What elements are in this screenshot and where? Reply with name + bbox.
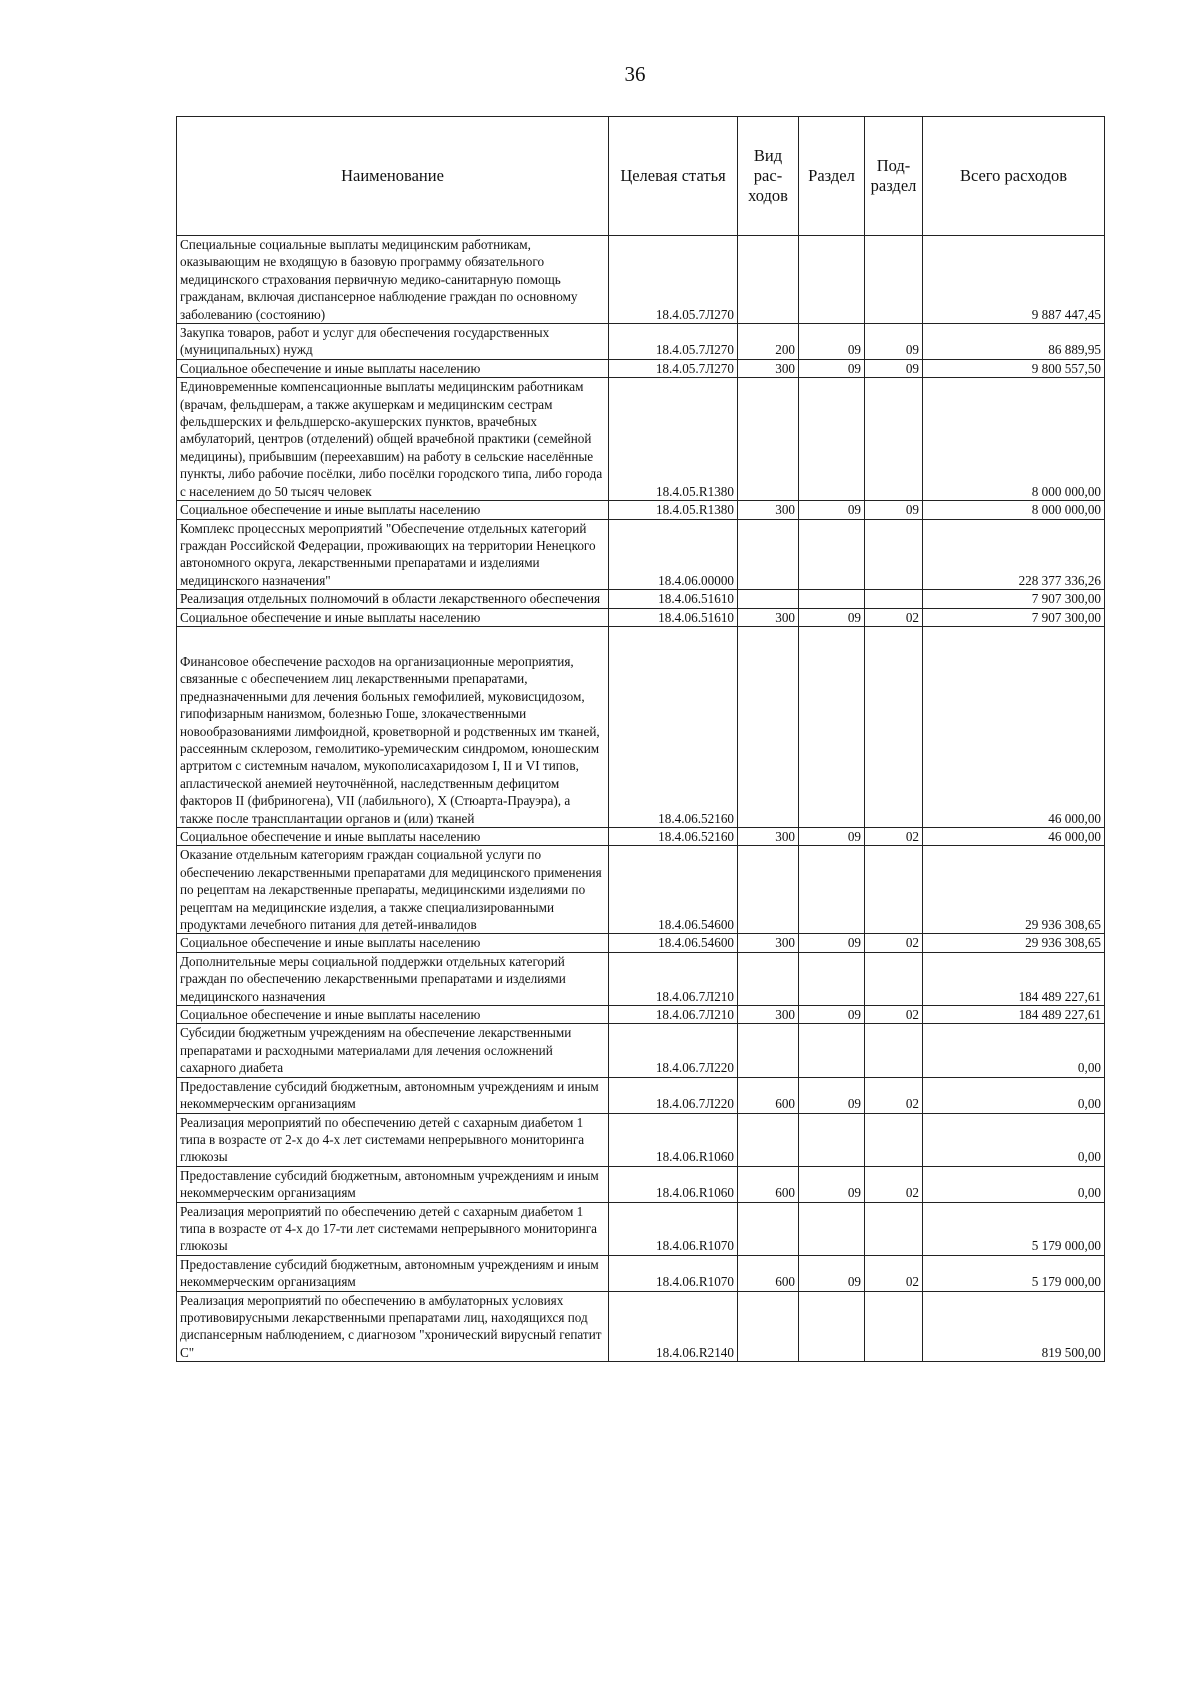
row-total: 46 000,00 xyxy=(923,828,1105,846)
row-expense-type xyxy=(738,378,799,501)
header-name: Наименование xyxy=(177,117,609,236)
row-target: 18.4.06.R1060 xyxy=(609,1166,738,1202)
row-name: Предоставление субсидий бюджетным, автономным учреждениям и иным некоммерческим организациям xyxy=(177,1077,609,1113)
table-row xyxy=(177,1166,1105,1202)
table-row xyxy=(177,236,1105,324)
table-row xyxy=(177,1291,1105,1362)
row-total: 9 887 447,45 xyxy=(923,236,1105,324)
row-target: 18.4.06.7Л220 xyxy=(609,1024,738,1077)
table-row xyxy=(177,1113,1105,1166)
row-name: Социальное обеспечение и иные выплаты населению xyxy=(177,608,609,626)
row-expense-type: 200 xyxy=(738,324,799,360)
row-target: 18.4.06.7Л220 xyxy=(609,1077,738,1113)
row-subsection: 02 xyxy=(865,1006,923,1024)
row-subsection xyxy=(865,236,923,324)
row-expense-type xyxy=(738,1202,799,1255)
row-subsection xyxy=(865,1291,923,1362)
row-expense-type xyxy=(738,1024,799,1077)
row-expense-type: 300 xyxy=(738,359,799,377)
row-target: 18.4.05.7Л270 xyxy=(609,359,738,377)
row-target: 18.4.06.51610 xyxy=(609,608,738,626)
row-name: Предоставление субсидий бюджетным, автономным учреждениям и иным некоммерческим организациям xyxy=(177,1255,609,1291)
table-row xyxy=(177,934,1105,952)
table-row xyxy=(177,359,1105,377)
row-total: 5 179 000,00 xyxy=(923,1202,1105,1255)
row-target: 18.4.06.R1070 xyxy=(609,1202,738,1255)
row-total: 184 489 227,61 xyxy=(923,1006,1105,1024)
row-section: 09 xyxy=(799,1077,865,1113)
row-expense-type xyxy=(738,1113,799,1166)
row-total: 819 500,00 xyxy=(923,1291,1105,1362)
table-row xyxy=(177,1077,1105,1113)
row-total: 5 179 000,00 xyxy=(923,1255,1105,1291)
row-subsection xyxy=(865,846,923,934)
row-expense-type xyxy=(738,590,799,608)
row-name: Единовременные компенсационные выплаты медицинским работникам (врачам, фельдшерам, а также акушеркам и медицинским сестрам фельдшерских и фельдшерско-акушерских пунктов, врачебных амбулаторий, центров (отделений) общей врачебной практики (семейной медицины), прибывшим (переехавшим) на работу в сельские населённые пункты, либо рабочие посёлки, либо посёлки городского типа, либо города с населением до 50 тысяч человек xyxy=(177,378,609,501)
row-section xyxy=(799,378,865,501)
table-row xyxy=(177,501,1105,519)
table-row xyxy=(177,1202,1105,1255)
row-target: 18.4.06.R1070 xyxy=(609,1255,738,1291)
row-expense-type xyxy=(738,846,799,934)
row-total: 228 377 336,26 xyxy=(923,519,1105,590)
row-subsection xyxy=(865,590,923,608)
row-expense-type: 300 xyxy=(738,608,799,626)
row-target: 18.4.05.7Л270 xyxy=(609,324,738,360)
table-header-row xyxy=(177,117,1105,236)
row-section: 09 xyxy=(799,608,865,626)
row-name: Социальное обеспечение и иные выплаты населению xyxy=(177,828,609,846)
row-total: 46 000,00 xyxy=(923,626,1105,827)
row-target: 18.4.06.54600 xyxy=(609,934,738,952)
row-name: Оказание отдельным категориям граждан социальной услуги по обеспечению лекарственными препаратами для медицинского применения по рецептам на лекарственные препараты, медицинскими изделиями по рецептам на медицинские изделия, а также специализированными продуктами лечебного питания для детей-инвалидов xyxy=(177,846,609,934)
row-total: 86 889,95 xyxy=(923,324,1105,360)
table-row xyxy=(177,1024,1105,1077)
row-expense-type: 600 xyxy=(738,1166,799,1202)
table-row xyxy=(177,846,1105,934)
table-row xyxy=(177,626,1105,827)
header-subsection: Под-раздел xyxy=(865,117,923,236)
row-section xyxy=(799,519,865,590)
row-expense-type: 600 xyxy=(738,1077,799,1113)
row-expense-type: 600 xyxy=(738,1255,799,1291)
row-total: 7 907 300,00 xyxy=(923,590,1105,608)
table-row xyxy=(177,324,1105,360)
table-row xyxy=(177,519,1105,590)
row-expense-type xyxy=(738,626,799,827)
row-subsection xyxy=(865,1202,923,1255)
row-subsection xyxy=(865,1024,923,1077)
row-name: Финансовое обеспечение расходов на организационные мероприятия, связанные с обеспечением лиц лекарственными препаратами, предназначенными для лечения больных гемофилией, муковисцидозом, гипофизарным нанизмом, болезнью Гоше, злокачественными новообразованиями лимфоидной, кроветворной и родственных им тканей, рассеянным склерозом, гемолитико-уремическим синдромом, юношеским артритом с системным началом, мукополисахаридозом I, II и VI типов, апластической анемией неуточнённой, наследственным дефицитом факторов II (фибриногена), VII (лабильного), X (Стюарта-Прауэра), а также после трансплантации органов и (или) тканей xyxy=(177,626,609,827)
row-section xyxy=(799,626,865,827)
header-total: Всего расходов xyxy=(923,117,1105,236)
row-total: 7 907 300,00 xyxy=(923,608,1105,626)
row-name: Реализация мероприятий по обеспечению детей с сахарным диабетом 1 типа в возрасте от 4-х до 17-ти лет системами непрерывного мониторинга глюкозы xyxy=(177,1202,609,1255)
header-expense-type: Вид рас-ходов xyxy=(738,117,799,236)
row-total: 0,00 xyxy=(923,1166,1105,1202)
row-target: 18.4.06.52160 xyxy=(609,626,738,827)
table-row xyxy=(177,378,1105,501)
row-target: 18.4.06.00000 xyxy=(609,519,738,590)
row-subsection xyxy=(865,378,923,501)
header-target: Целевая статья xyxy=(609,117,738,236)
row-subsection: 02 xyxy=(865,608,923,626)
row-subsection xyxy=(865,952,923,1005)
row-section xyxy=(799,1291,865,1362)
row-target: 18.4.06.7Л210 xyxy=(609,952,738,1005)
row-subsection: 02 xyxy=(865,828,923,846)
row-target: 18.4.06.51610 xyxy=(609,590,738,608)
row-section: 09 xyxy=(799,359,865,377)
row-section: 09 xyxy=(799,324,865,360)
table-row xyxy=(177,952,1105,1005)
row-target: 18.4.05.R1380 xyxy=(609,501,738,519)
row-section: 09 xyxy=(799,501,865,519)
row-total: 184 489 227,61 xyxy=(923,952,1105,1005)
row-name: Дополнительные меры социальной поддержки отдельных категорий граждан по обеспечению лекарственными препаратами и изделиями медицинского назначения xyxy=(177,952,609,1005)
row-target: 18.4.05.7Л270 xyxy=(609,236,738,324)
row-subsection: 09 xyxy=(865,501,923,519)
table-row xyxy=(177,590,1105,608)
row-subsection: 02 xyxy=(865,1077,923,1113)
row-total: 0,00 xyxy=(923,1077,1105,1113)
table-row xyxy=(177,1255,1105,1291)
row-name: Социальное обеспечение и иные выплаты населению xyxy=(177,1006,609,1024)
row-section xyxy=(799,1202,865,1255)
row-expense-type: 300 xyxy=(738,934,799,952)
table-row xyxy=(177,1006,1105,1024)
row-expense-type: 300 xyxy=(738,1006,799,1024)
page-number: 36 xyxy=(624,62,646,86)
row-subsection: 02 xyxy=(865,934,923,952)
row-name: Специальные социальные выплаты медицинским работникам, оказывающим не входящую в базовую программу обязательного медицинского страхования первичную медико-санитарную помощь гражданам, включая диспансерное наблюдение граждан по основному заболеванию (состоянию) xyxy=(177,236,609,324)
row-target: 18.4.06.52160 xyxy=(609,828,738,846)
row-name: Социальное обеспечение и иные выплаты населению xyxy=(177,359,609,377)
row-section xyxy=(799,1024,865,1077)
row-section xyxy=(799,846,865,934)
row-section: 09 xyxy=(799,1255,865,1291)
row-total: 8 000 000,00 xyxy=(923,378,1105,501)
row-subsection: 09 xyxy=(865,324,923,360)
row-target: 18.4.06.54600 xyxy=(609,846,738,934)
row-name: Реализация мероприятий по обеспечению в амбулаторных условиях противовирусными лекарственными препаратами лиц, находящихся под диспансерным наблюдением, с диагнозом "хронический вирусный гепатит С" xyxy=(177,1291,609,1362)
row-name: Реализация отдельных полномочий в области лекарственного обеспечения xyxy=(177,590,609,608)
row-expense-type xyxy=(738,1291,799,1362)
row-total: 8 000 000,00 xyxy=(923,501,1105,519)
row-subsection xyxy=(865,626,923,827)
row-target: 18.4.06.R2140 xyxy=(609,1291,738,1362)
row-expense-type: 300 xyxy=(738,828,799,846)
row-total: 29 936 308,65 xyxy=(923,934,1105,952)
row-subsection: 02 xyxy=(865,1255,923,1291)
row-subsection: 02 xyxy=(865,1166,923,1202)
row-name: Комплекс процессных мероприятий "Обеспечение отдельных категорий граждан Российской Федерации, проживающих на территории Ненецкого автономного округа, лекарственными препаратами и изделиями медицинского назначения" xyxy=(177,519,609,590)
row-subsection xyxy=(865,519,923,590)
row-section: 09 xyxy=(799,1006,865,1024)
row-total: 0,00 xyxy=(923,1113,1105,1166)
row-name: Субсидии бюджетным учреждениям на обеспечение лекарственными препаратами и расходными материалами для лечения осложнений сахарного диабета xyxy=(177,1024,609,1077)
budget-table xyxy=(176,116,1105,1362)
row-target: 18.4.05.R1380 xyxy=(609,378,738,501)
row-subsection: 09 xyxy=(865,359,923,377)
table-row xyxy=(177,608,1105,626)
row-section: 09 xyxy=(799,828,865,846)
header-section: Раздел xyxy=(799,117,865,236)
row-name: Социальное обеспечение и иные выплаты населению xyxy=(177,934,609,952)
row-total: 0,00 xyxy=(923,1024,1105,1077)
row-name: Социальное обеспечение и иные выплаты населению xyxy=(177,501,609,519)
row-section xyxy=(799,952,865,1005)
row-expense-type xyxy=(738,519,799,590)
row-expense-type xyxy=(738,236,799,324)
row-total: 9 800 557,50 xyxy=(923,359,1105,377)
row-expense-type xyxy=(738,952,799,1005)
row-target: 18.4.06.R1060 xyxy=(609,1113,738,1166)
row-expense-type: 300 xyxy=(738,501,799,519)
row-target: 18.4.06.7Л210 xyxy=(609,1006,738,1024)
row-name: Реализация мероприятий по обеспечению детей с сахарным диабетом 1 типа в возрасте от 2-х до 4-х лет системами непрерывного мониторинга глюкозы xyxy=(177,1113,609,1166)
table-row xyxy=(177,828,1105,846)
row-section: 09 xyxy=(799,1166,865,1202)
row-section xyxy=(799,236,865,324)
row-name: Закупка товаров, работ и услуг для обеспечения государственных (муниципальных) нужд xyxy=(177,324,609,360)
row-subsection xyxy=(865,1113,923,1166)
row-name: Предоставление субсидий бюджетным, автономным учреждениям и иным некоммерческим организациям xyxy=(177,1166,609,1202)
row-section xyxy=(799,1113,865,1166)
row-section: 09 xyxy=(799,934,865,952)
row-section xyxy=(799,590,865,608)
row-total: 29 936 308,65 xyxy=(923,846,1105,934)
